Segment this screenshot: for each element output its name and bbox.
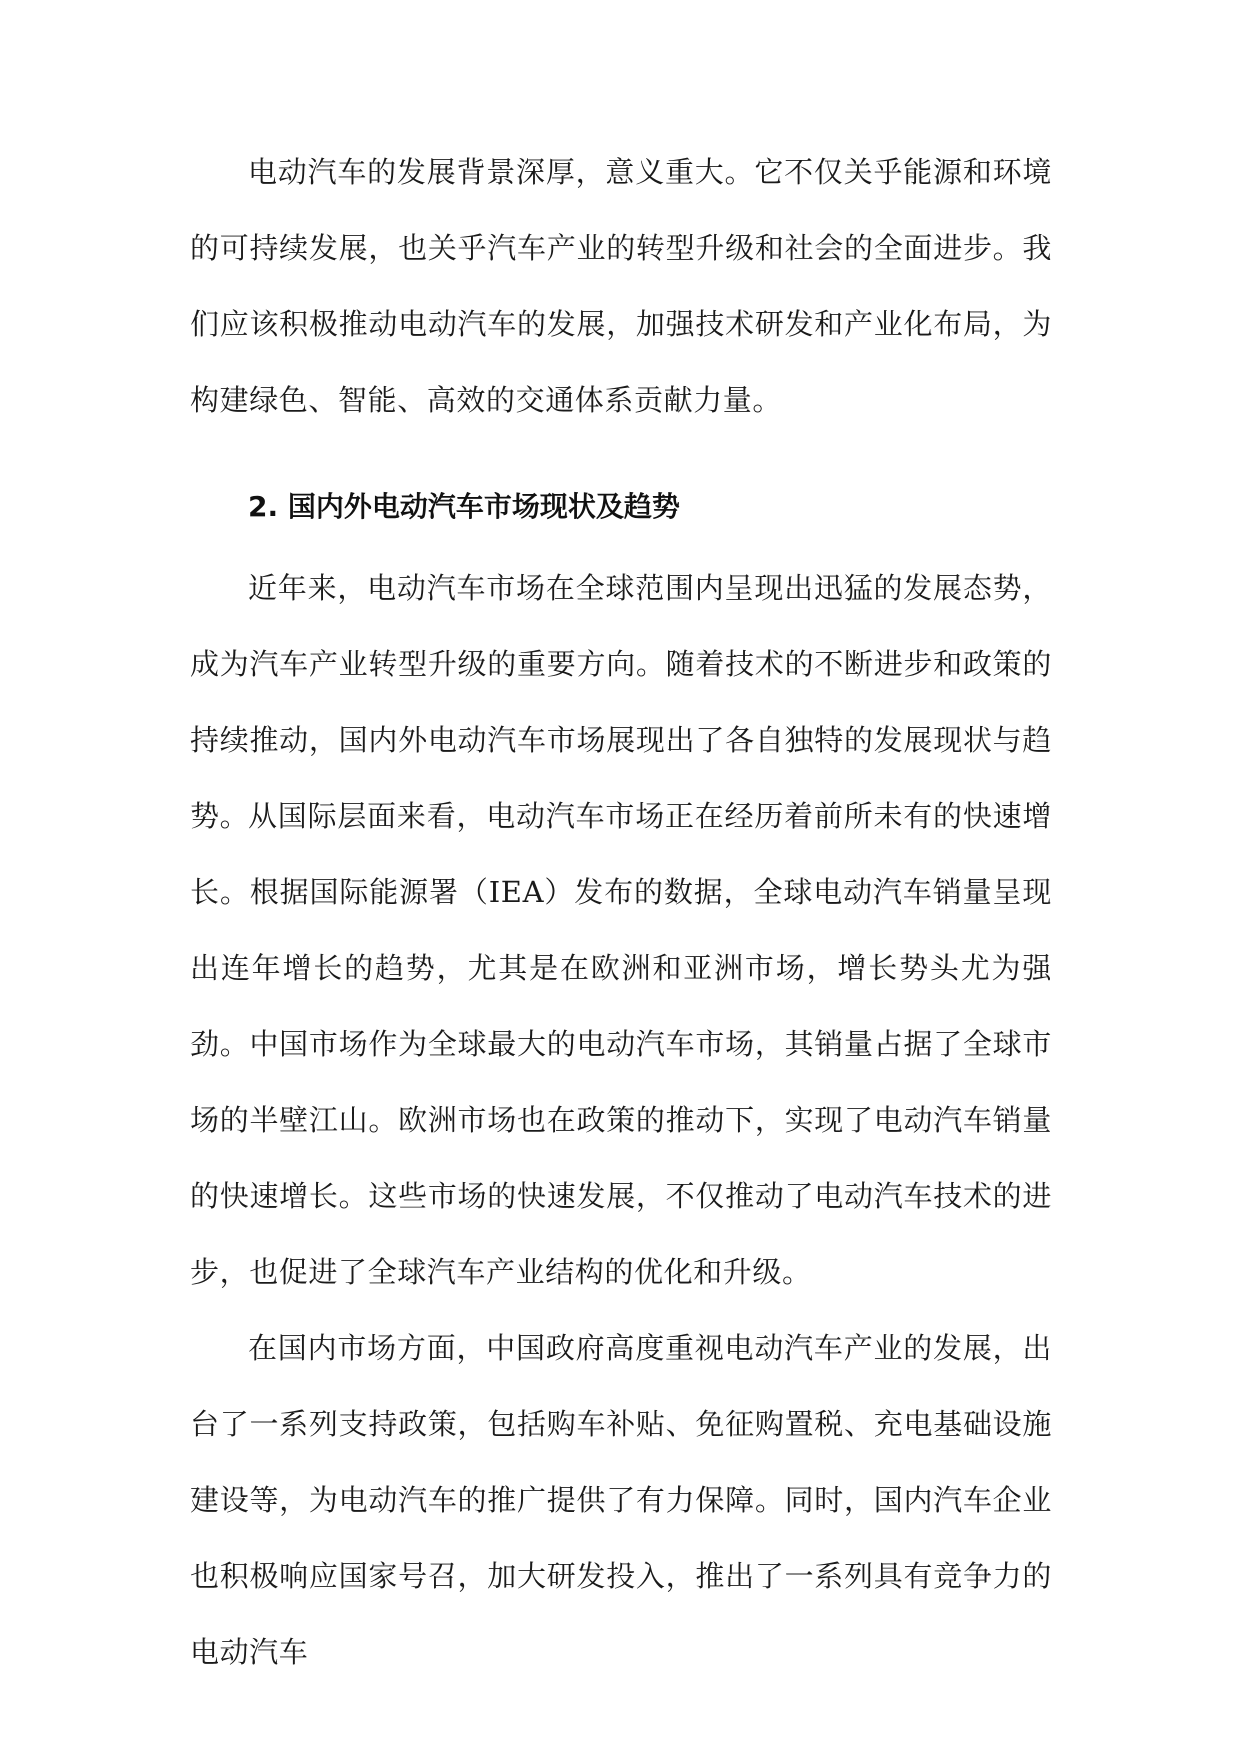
section-heading: 2. 国内外电动汽车市场现状及趋势 (248, 490, 680, 523)
paragraph-market-overview: 近年来，电动汽车市场在全球范围内呈现出迅猛的发展态势，成为汽车产业转型升级的重要方向。随着技术的不断进步和政策的持续推动，国内外电动汽车市场展现出了各自独特的发展现状与趋势。 (190, 571, 1052, 833)
paragraph-domestic-market: 在国内市场方面，中国政府高度重视电动汽车产业的发展，出台了一系列支持政策，包括购车补贴、免征购置税、充电基础设施建设等，为电动汽车的推广提供了有力保障。同时，国内汽车企业也积极响应国家号召，加大研发投入，推出了一系列具有竞争力的电动汽车 (190, 1331, 1052, 1669)
paragraph-international-market: 从国际层面来看，电动汽车市场正在经历着前所未有的快速增长。根据国际能源署（IEA）发布的数据，全球电动汽车销量呈现出连年增长的趋势，尤其是在欧洲和亚洲市场，增长势头尤为强劲。中国市场作为全球最大的电动汽车市场，其销量占据了全球市场的半壁江山。欧洲市场也在政策的推动下，实现了电动汽车销量的快速增长。这些市场的快速发展，不仅推动了电动汽车技术的进步，也促进了全球汽车产业结构的优化和升级。 (190, 799, 1052, 1289)
paragraph-intro-conclusion: 电动汽车的发展背景深厚，意义重大。它不仅关乎能源和环境的可持续发展，也关乎汽车产业的转型升级和社会的全面进步。我们应该积极推动电动汽车的发展，加强技术研发和产业化布局，为构建绿色、智能、高效的交通体系贡献力量。 (190, 155, 1052, 417)
